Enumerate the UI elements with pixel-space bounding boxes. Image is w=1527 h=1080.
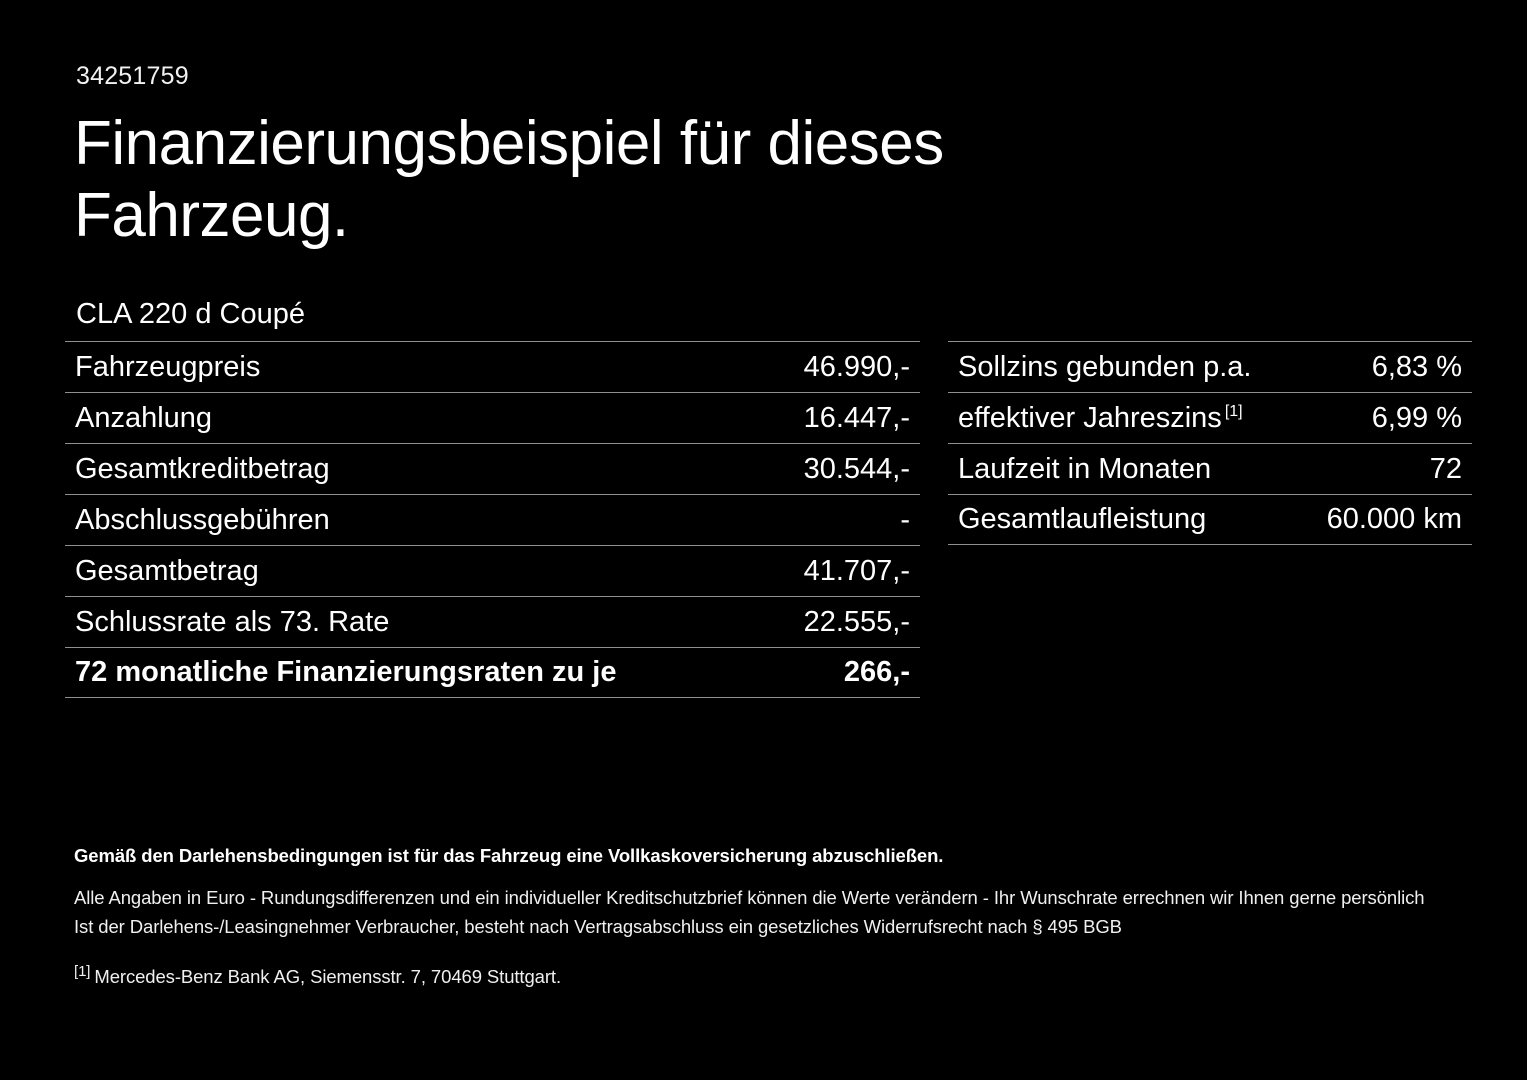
row-value: 30.544,- bbox=[803, 452, 910, 485]
table-row bbox=[65, 545, 920, 596]
row-value: 46.990,- bbox=[803, 350, 910, 383]
footnote-insurance-notice: Gemäß den Darlehensbedingungen ist für das Fahrzeug eine Vollkaskoversicherung abzuschließen. bbox=[74, 845, 944, 866]
row-label: 72 monatliche Finanzierungsraten zu je bbox=[75, 656, 617, 688]
footnotes-section bbox=[74, 845, 1454, 988]
table-row bbox=[948, 341, 1472, 392]
row-label: Schlussrate als 73. Rate bbox=[75, 605, 390, 638]
footnote-bank-text: Mercedes-Benz Bank AG, Siemensstr. 7, 70469 Stuttgart. bbox=[94, 966, 561, 988]
footnote-line-1: Alle Angaben in Euro - Rundungsdifferenzen und ein individueller Kreditschutzbrief können die Werte verändern - Ihr Wunschrate errechnen wir Ihnen gerne persönlich bbox=[74, 887, 1425, 908]
row-label: Abschlussgebühren bbox=[75, 503, 330, 536]
row-value: 6,99 % bbox=[1371, 401, 1462, 434]
table-row bbox=[65, 341, 920, 392]
row-label: Gesamtlaufleistung bbox=[958, 503, 1207, 535]
row-value: 22.555,- bbox=[803, 605, 910, 638]
footnote-marker: [1] bbox=[74, 963, 91, 980]
row-label: Anzahlung bbox=[75, 401, 213, 434]
row-value: 6,83 % bbox=[1371, 350, 1462, 383]
row-value: 60.000 km bbox=[1326, 503, 1462, 535]
row-value: - bbox=[900, 503, 910, 536]
row-label: Laufzeit in Monaten bbox=[958, 452, 1212, 485]
row-label: Sollzins gebunden p.a. bbox=[958, 350, 1252, 383]
footnote-bank-reference bbox=[74, 963, 1454, 988]
financing-table-left bbox=[65, 341, 920, 698]
row-value: 41.707,- bbox=[803, 554, 910, 587]
table-row-monthly-rate bbox=[65, 647, 920, 698]
table-row bbox=[948, 392, 1472, 443]
table-row bbox=[948, 494, 1472, 545]
row-label: Gesamtbetrag bbox=[75, 554, 259, 587]
table-row bbox=[65, 596, 920, 647]
table-row bbox=[65, 494, 920, 545]
footnote-line-2: Ist der Darlehens-/Leasingnehmer Verbraucher, besteht nach Vertragsabschluss ein gesetzliches Widerrufsrecht nach § 495 BGB bbox=[74, 916, 1122, 937]
row-label-text: effektiver Jahreszins bbox=[958, 401, 1222, 434]
reference-number: 34251759 bbox=[76, 62, 189, 90]
footnote-marker: [1] bbox=[1224, 402, 1243, 420]
page-title: Finanzierungsbeispiel für dieses Fahrzeug. bbox=[74, 109, 944, 250]
row-value: 266,- bbox=[843, 656, 910, 688]
financing-table-right bbox=[948, 341, 1472, 545]
row-label: Gesamtkreditbetrag bbox=[75, 452, 330, 485]
row-value: 72 bbox=[1429, 452, 1462, 485]
row-label: Fahrzeugpreis bbox=[75, 350, 261, 383]
table-row bbox=[65, 392, 920, 443]
table-row bbox=[65, 443, 920, 494]
row-value: 16.447,- bbox=[803, 401, 910, 434]
row-label bbox=[958, 402, 1243, 435]
table-row bbox=[948, 443, 1472, 494]
vehicle-model-label: CLA 220 d Coupé bbox=[76, 298, 305, 330]
